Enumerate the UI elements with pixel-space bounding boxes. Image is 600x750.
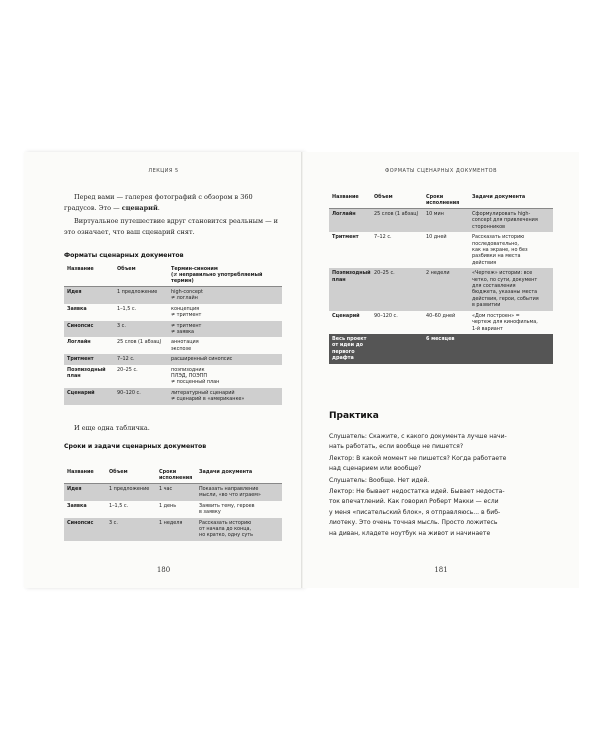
dialogue-paragraph [329,432,555,453]
terms-cell [168,337,282,354]
cell-line: нать работать, если вообще не пишется? [329,443,464,451]
task-cell [469,334,553,364]
deadline-cell: 1 день [159,502,177,509]
cell-line: литературный сценарий [171,389,235,396]
formats-table [64,264,282,405]
name-cell: Тритмент [332,234,359,241]
deadlines-table [64,467,282,541]
cell-line: ≠ тритмент [171,312,202,319]
cell-line: ≠ логлайн [171,295,198,302]
task-cell [196,501,282,518]
cell-line: но кратко, одну суть [199,532,254,539]
cell-line: чертеж для кинофильма, [472,319,538,326]
cell-line: над сценарием или вообще? [329,465,422,473]
table-row [329,232,553,268]
running-head: ЛЕКЦИЯ 5 [148,168,179,174]
table-row [64,304,282,321]
column-header: Объем [374,194,393,200]
name-cell: Заявка [67,305,87,312]
dialogue-paragraph [329,454,555,475]
cell-line: действия, герои, события [472,295,539,302]
table-row [64,518,282,541]
column-header: Сроки исполнения [159,469,193,481]
volume-cell: 3 с. [106,518,156,541]
cell-line: от начала до конца, [199,526,252,533]
cell-line: Заявить тему, героев [199,502,255,509]
terms-cell [168,354,282,364]
volume-cell: 1–1,5 с. [117,305,137,312]
table-row [64,287,282,304]
cell-line: Лектор: В какой момент не пишется? Когда работаете [329,454,507,462]
terms-cell [168,287,282,304]
column-header: Объем [109,469,128,475]
deadline-cell: 6 месяцев [423,334,469,364]
column-header: Задачи документа [199,469,253,475]
task-cell [196,518,282,541]
table-row [64,354,282,364]
volume-cell: 90–120 с. [374,312,398,319]
table-row [329,209,553,233]
cell-line: как на экране, но без [472,247,528,254]
name-cell: Логлайн [329,209,371,233]
name-cell: Тритмент [64,354,114,364]
intro-text [64,192,280,240]
deadline-cell: 40–60 дней [426,312,456,319]
table-header-row [64,264,282,287]
terms-cell [168,304,282,321]
page-number: 181 [434,566,448,574]
table-row [64,337,282,354]
terms-cell [168,365,282,388]
cell-line: на диван, кладете ноутбук на живот и начинаете [329,529,491,537]
volume-cell: 7–12 с. [114,354,168,364]
cell-line: поэпизодник [171,366,205,373]
volume-cell: 7–12 с. [374,234,392,241]
cell-line: у меня «писательский блок», я отправляюсь... в биб- [329,508,501,516]
cell-line: аннотация [171,339,199,346]
deadline-cell: 1 неделя [156,518,196,541]
cell-line: Слушатель: Скажите, с какого документа лучше начи- [329,433,507,440]
task-cell [469,209,553,233]
table-row [64,321,282,338]
page-number: 180 [156,566,171,574]
cell-line: «Чертеж» истории: все [472,270,533,277]
cell-line: 1-й вариант [472,325,503,332]
name-cell: Синопсис [64,518,106,541]
deadlines-table-continued [329,192,553,364]
cell-line: ≠ заявка [171,329,195,336]
table-header-row [329,192,553,209]
name-cell: Весь проект от идеи до первого драфта [329,334,371,364]
transition-text: И еще одна табличка. [74,424,150,432]
name-cell: Поэпизодный план [329,268,371,310]
cell-line: последовательно, [472,240,519,247]
section-title: Практика [329,411,379,421]
cell-line: действия [472,259,497,266]
dialogue-paragraph [329,476,555,486]
name-cell: Логлайн [67,339,91,346]
cell-line: concept для привлечения [472,217,538,224]
cell-line: Рассказать историю [472,234,525,241]
cell-line: ≠ сценарий в «американке» [171,396,245,403]
right-page [303,152,579,588]
cell-line: Слушатель: Вообще. Нет идей. [329,476,430,484]
deadline-cell: 10 мин [423,209,469,233]
task-cell [196,484,282,501]
column-header: Задачи документа [472,194,526,200]
cell-line: в заявку [199,509,221,516]
volume-cell: 3 с. [114,321,168,338]
cell-line: Сформулировать high- [472,211,531,217]
deadline-cell: 1 час [156,484,196,501]
column-header: Название [67,266,94,272]
deadline-cell: 2 недели [423,268,469,310]
task-cell [469,268,553,310]
table-row [64,501,282,518]
volume-cell: 20–25 с. [371,268,423,310]
cell-line: Рассказать историю [199,519,252,526]
table-header-row [64,467,282,484]
cell-line: бюджета, указаны места [472,289,538,296]
cell-line: разбивки на места [472,253,521,260]
cell-line: ток впечатлений. Как говорил Роберт Макки — если [329,498,499,506]
cell-line: Лектор: Не бывает недостатка идей. Бывает недоста- [329,488,505,496]
volume-cell: 1–1,5 с. [109,502,129,509]
cell-line: концепция [171,305,200,312]
volume-cell: 90–120 с. [114,388,168,405]
intro-paragraph: Виртуальное путешествие вдруг становится реальным — и это означает, что ваш сценарий снят. [64,217,278,236]
cell-line: расширенный синопсис [171,356,233,363]
volume-cell [371,334,423,364]
table-row [329,268,553,310]
table-row [64,365,282,388]
dialogue-paragraph [329,487,555,539]
cell-line: ≠ тритмент [171,322,202,329]
cell-line: ПЛЭД, ПОЭПП [171,373,207,380]
column-header: Объем [117,266,136,272]
table-row [329,311,553,334]
deadlines-table-title: Сроки и задачи сценарных документов [64,443,207,450]
name-cell: Заявка [67,502,87,509]
cell-line: в развитии [472,302,501,309]
task-cell [469,232,553,268]
column-header: Сроки исполнения [426,194,460,206]
cell-line: сторонников [472,223,506,230]
name-cell: Сценарий [332,312,360,319]
name-cell: Синопсис [64,321,114,338]
cell-line: четко, по сути, документ [472,276,538,283]
column-header: Название [332,194,359,200]
cell-line: high-concept [171,289,203,295]
task-cell [469,311,553,334]
volume-cell: 25 слов (1 абзац) [371,209,423,233]
volume-cell: 25 слов (1 абзац) [117,339,162,346]
name-cell: Идея [64,287,114,304]
volume-cell: 20–25 с. [117,366,138,373]
name-cell: Сценарий [64,388,114,405]
cell-line: лиотеку. Это очень точная мысль. Просто ложитесь [329,519,498,527]
cell-line: Показать направление [199,486,259,492]
name-cell: Идея [64,484,106,501]
terms-cell [168,321,282,338]
table-row [64,388,282,405]
cell-line: для составления [472,283,516,290]
table-row [64,484,282,501]
cell-line: мысли, «во что играем» [199,492,261,499]
cell-line: экспозе [171,345,192,352]
bold-term: сценарий [121,204,158,212]
total-row [329,334,553,364]
running-head: ФОРМАТЫ СЦЕНАРНЫХ ДОКУМЕНТОВ [384,168,498,174]
volume-cell: 1 предложение [106,484,156,501]
formats-table-title: Форматы сценарных документов [64,252,184,259]
cell-line: ≠ посценный план [171,379,220,386]
column-header: Термин-синоним (≠ неправильно употребляемый термин) [171,266,263,284]
intro-paragraph: Перед вами — галерея фотографий с обзором в 360 градусов. Это — сценарий. [64,193,253,212]
volume-cell: 1 предложение [114,287,168,304]
dialogue-text [329,432,555,540]
deadline-cell: 10 дней [426,234,447,241]
cell-line: «Дом построен» = [472,312,520,319]
terms-cell [168,388,282,405]
name-cell: Поэпизодный план [67,366,106,380]
left-page [24,152,303,588]
column-header: Название [67,469,94,475]
